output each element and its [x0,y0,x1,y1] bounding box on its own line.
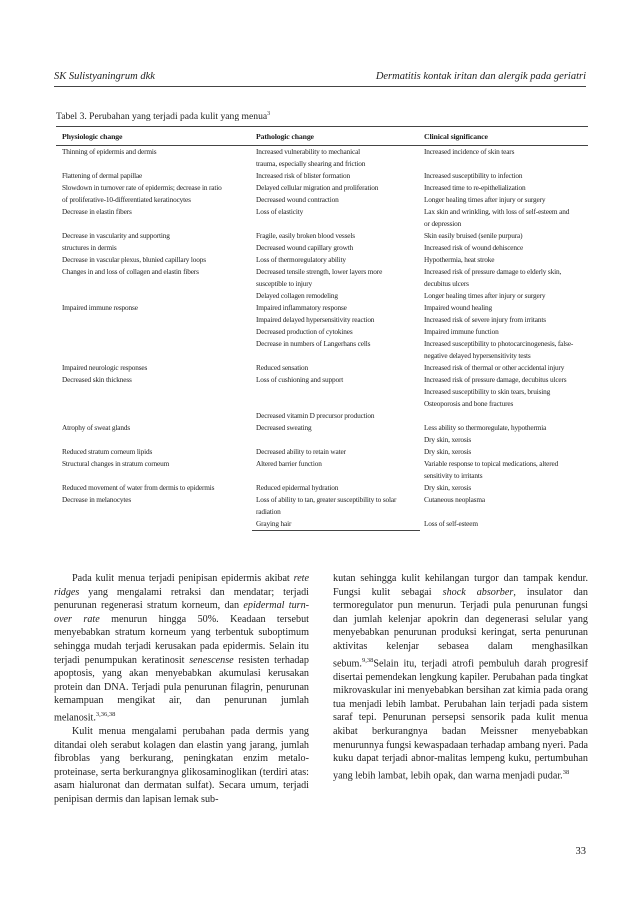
page-number: 33 [575,846,586,857]
table-cell [56,518,252,531]
table-cell [420,158,588,170]
table-row [56,158,588,170]
table-row [56,326,588,338]
table-cell: Delayed collagen remodeling [256,291,338,300]
table-cell: Increased risk of severe injury from irritants [424,315,546,324]
table-cell: Decreased wound contraction [256,195,339,204]
table-cell: Increased incidence of skin tears [424,147,515,156]
table-cell [56,290,252,302]
table-cell: Increased risk of pressure damage to elderly skin, [424,267,562,276]
table-cell: Decrease in numbers of Langerhans cells [256,339,371,348]
table-row [56,338,588,350]
table-cell [56,410,252,422]
left-column [54,572,309,806]
table-cell: Impaired inflammatory response [256,303,347,312]
table-cell: Longer healing times after injury or surgery [424,195,546,204]
table-cell: Impaired immune function [424,327,499,336]
table-cell: Increased susceptibility to infection [424,171,523,180]
table-row [56,494,588,506]
table-row [56,170,588,182]
citation-ref: 3,36,38 [95,710,116,718]
text-run: , insulator dan termoregulator pun menurun. Terjadi pula penurunan fungsi dan jumlah kelenjar apokrin dan degenerasi selular yang menyebabkan penurunan produksi keringat, serta penurunan aktivitas kelenjar sebasea dalam menghasilkan sebum. [333,586,588,669]
table-cell [56,470,252,482]
table-cell [56,326,252,338]
table-row [56,434,588,446]
table-cell: susceptible to injury [256,279,313,288]
italic-term: rete ridges [54,573,309,598]
text-run: yang mengalami retraksi dan mendatar; terjadi penurunan regenerasi stratum korneum, dan [54,586,309,612]
text-run: kutan sehingga kulit kehilangan turgor dan tampak kendur. Fungsi kulit sebagai [333,573,588,598]
table-cell: Atrophy of sweat glands [62,423,131,432]
text-run: menurun hingga 50%. Keadaan tersebut menyebabkan stratum korneum yang terbentuk suboptimum sehingga mudah terjadi kerusakan pada epidermis. Selain itu terjadi penumpukan keratinosit [54,613,309,666]
table-row [56,446,588,458]
table-cell: Skin easily bruised (senile purpura) [424,231,523,240]
header-divider [54,86,586,87]
table-row [56,206,588,218]
table-cell: Increased susceptibility to skin tears, bruising [424,387,551,396]
table-cell: Decrease in vascularity and supporting [62,231,170,240]
table-cell: Impaired delayed hypersensitivity reaction [256,315,375,324]
table-cell: Decreased skin thickness [62,375,132,384]
table-cell: Increased risk of wound dehiscence [424,243,524,252]
table-cell: sensitivity to irritants [424,471,483,480]
table-cell: Loss of elasticity [256,207,304,216]
text-run: Selain itu, terjadi atrofi pembuluh darah progresif disertai pemendekan lengkung kapiler. Perubahan pada tingkat mikrovaskular ini menyebabkan bersihan zat kimia pada orang tua menjadi lebih lambat. Perubahan lain terjadi pada sistem saraf tepi. Penurunan persepsi sensorik pada kulit menua akibat berkurangnya badan Meissner menyebabkan menurunnya fungsi kewaspadaan terhadap ambang nyeri. Pada kuku dapat terjadi abnor-malitas lempeng kuku, pertumbuhan yang lebih lambat, lebih opak, dan warna menjadi pudar. [333,657,589,782]
table-row [56,254,588,266]
table-cell: Impaired neurologic responses [62,363,148,372]
table-row [56,458,588,470]
table-header-row [56,126,588,146]
table-cell: Decreased tensile strength, lower layers more [256,267,383,276]
table-cell: Increased time to re-epithelialization [424,183,526,192]
table-cell [56,398,252,410]
table-row [56,362,588,374]
table-row [56,194,588,206]
table-cell: Variable response to topical medications, altered [424,459,559,468]
table-caption-ref: 3 [267,111,271,117]
table-cell: Hypothermia, heat stroke [424,255,495,264]
table-row [56,470,588,482]
table-cell: Decreased sweating [256,423,312,432]
paragraph [54,572,309,725]
table-row [56,242,588,254]
table-cell: of proliferative-10-differentiated keratinocytes [62,195,191,204]
table-cell: Flattening of dermal papillae [62,171,143,180]
italic-term: shock absorber [442,586,514,598]
table-row [56,218,588,230]
table-cell: Dry skin, xerosis [424,483,472,492]
table-row [56,518,588,531]
table-cell: Dry skin, xerosis [424,447,472,456]
text-run: Pada kulit menua terjadi penipisan epidermis akibat [72,573,294,584]
table-cell [56,350,252,362]
table-cell [420,410,588,422]
table-cell: or depression [424,219,462,228]
table-row [56,302,588,314]
skin-changes-table [56,126,588,531]
table-row [56,266,588,278]
table-cell [56,506,252,518]
table-cell: Slowdown in turnover rate of epidermis; decrease in ratio [62,183,222,192]
table-cell: Impaired immune response [62,303,138,312]
column-header: Clinical significance [424,132,488,141]
table-row [56,482,588,494]
table-cell: Changes in and loss of collagen and elastin fibers [62,267,199,276]
table-cell: Reduced movement of water from dermis to epidermis [62,483,215,492]
column-header: Pathologic change [256,132,314,141]
table-cell: Decrease in melanocytes [62,495,132,504]
table-cell [252,434,420,446]
header-article-title: Dermatitis kontak iritan dan alergik pada geriatri [375,71,586,82]
italic-term: senescense [189,654,234,666]
table-cell: Loss of cushioning and support [256,375,344,384]
table-cell: Decreased vitamin D precursor production [256,411,375,420]
table-cell: Delayed cellular migration and proliferation [256,183,379,192]
table-cell: Fragile, easily broken blood vessels [256,231,355,240]
table-row [56,230,588,242]
table-cell: Increased susceptibility to photocarcinogenesis, false- [424,339,574,348]
table-cell: radiation [256,507,281,516]
citation-ref: 38 [562,768,570,776]
table-cell: Cutaneous neoplasma [424,495,485,504]
table-cell: negative delayed hypersensitivity tests [424,351,531,360]
table-cell [56,338,252,350]
right-column [333,572,588,806]
table-cell [420,506,588,518]
table-row [56,506,588,518]
paragraph [333,572,588,783]
table-cell: Dry skin, xerosis [424,435,472,444]
table-cell: Structural changes in stratum corneum [62,459,170,468]
table-cell: Decrease in vascular plexus, blunied capillary loops [62,255,206,264]
table-row [56,146,588,158]
table-caption [56,108,270,123]
table-cell [56,158,252,170]
table-cell: Increased risk of thermal or other accidental injury [424,363,565,372]
table-cell: trauma, especially shearing and friction [256,159,366,168]
column-header: Physiologic change [62,132,123,141]
table-cell: decubitus ulcers [424,279,469,288]
table-row [56,278,588,290]
table-cell: Longer healing times after injury or surgery [424,291,546,300]
table-cell [252,470,420,482]
table-cell [56,386,252,398]
running-header [54,71,586,83]
table-cell: structures in dermis [62,243,117,252]
table-cell: Increased vulnerability to mechanical [256,147,361,156]
table-row [56,350,588,362]
table-cell: Decreased production of cytokines [256,327,353,336]
text-run: resisten terhadap apoptosis, yang akan menyebabkan akumulasi kerusakan protein dan DNA. Terjadi pula penurunan filagrin, penurunan kemampuan mengikat air, dan penurunan jumlah melanosit. [54,654,309,724]
italic-term: epidermal turn-over rate [54,600,310,625]
table-cell: Reduced sensation [256,363,308,372]
table-cell: Loss of self-esteem [424,519,478,528]
table-caption-text: Tabel 3. Perubahan yang terjadi pada kulit yang menua [56,111,268,123]
table-cell: Osteoporosis and bone fractures [424,399,514,408]
table-row [56,182,588,194]
table-cell: Decreased wound capillary growth [256,243,354,252]
table-cell: Loss of thermoregulatory ability [256,255,346,264]
table-cell [56,218,252,230]
table-cell: Altered barrier function [256,459,322,468]
table-cell: Lax skin and wrinkling, with loss of self-esteem and [424,207,570,216]
table-cell [252,398,420,410]
table-cell [56,278,252,290]
table-cell: Thinning of epidermis and dermis [62,147,157,156]
table-row [56,410,588,422]
table-row [56,422,588,434]
table-cell: Less ability so thermoregulate, hypothermia [424,423,547,432]
table-row [56,398,588,410]
table-cell: Decreased ability to retain water [256,447,346,456]
table-cell: Increased risk of blister formation [256,171,351,180]
table-cell: Loss of ability to tan, greater susceptibility to solar [256,495,397,504]
table-row [56,386,588,398]
table-cell: Increased risk of pressure damage, decubitus ulcers [424,375,567,384]
citation-ref: 9,38 [361,656,374,664]
table-row [56,314,588,326]
table-cell: Reduced epidermal hydration [256,483,339,492]
paragraph: Kulit menua mengalami perubahan pada dermis yang ditandai oleh serabut kolagen dan elastin yang jarang, jumlah fibroblas yang berkurang, peningkatan enzim metalo-proteinase, serta berkurangnya glikosaminoglikan (terdiri atas: asam hialuronat dan dermatan sulfat). Secara umum, terjadi penipisan dermis dan lapisan lemak sub- [54,725,309,805]
table-cell: Graying hair [252,518,420,531]
table-cell [252,350,420,362]
table-cell [252,386,420,398]
table-cell: Decrease in elastin fibers [62,207,132,216]
table-cell [56,314,252,326]
table-cell [56,434,252,446]
table-body [56,146,588,531]
body-text [54,572,588,806]
table-cell [252,218,420,230]
table-cell: Impaired wound healing [424,303,493,312]
table-row [56,374,588,386]
table-cell: Reduced stratum corneum lipids [62,447,153,456]
header-authors: SK Sulistyaningrum dkk [54,71,155,82]
table-row [56,290,588,302]
